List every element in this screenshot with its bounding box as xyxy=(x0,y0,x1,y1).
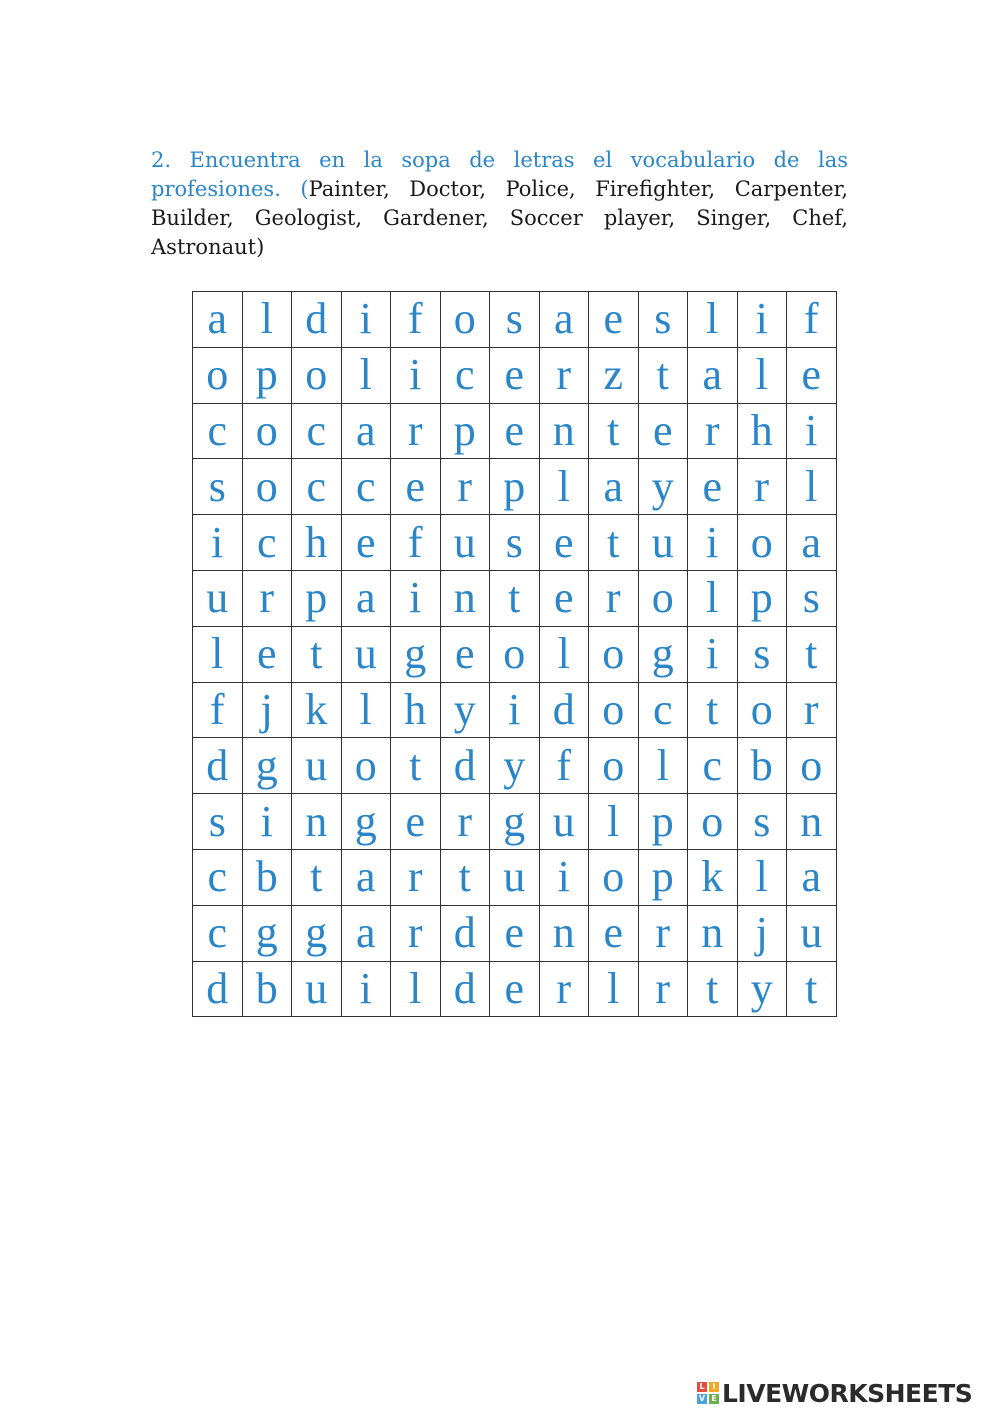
grid-cell: s xyxy=(638,292,688,348)
grid-row xyxy=(193,459,837,515)
grid-cell: t xyxy=(391,738,441,794)
grid-cell: a xyxy=(589,459,639,515)
grid-cell: l xyxy=(688,570,738,626)
grid-cell: h xyxy=(391,682,441,738)
grid-cell: u xyxy=(341,626,391,682)
grid-cell: e xyxy=(589,905,639,961)
grid-cell: f xyxy=(787,292,837,348)
grid-cell: o xyxy=(341,738,391,794)
grid-cell: t xyxy=(787,961,837,1017)
grid-cell: f xyxy=(391,515,441,571)
grid-cell: n xyxy=(539,403,589,459)
grid-cell: h xyxy=(292,515,342,571)
grid-cell: r xyxy=(539,347,589,403)
grid-cell: d xyxy=(539,682,589,738)
grid-cell: i xyxy=(391,570,441,626)
grid-cell: l xyxy=(539,626,589,682)
grid-cell: d xyxy=(440,961,490,1017)
grid-cell: f xyxy=(193,682,243,738)
vocabulary-list: Painter, Doctor, Police, Firefighter, Carpenter, Builder, Geologist, Gardener, Soccer player, Singer, Chef, Astronaut) xyxy=(151,177,849,259)
grid-cell: e xyxy=(341,515,391,571)
grid-cell: o xyxy=(737,515,787,571)
grid-cell: o xyxy=(440,292,490,348)
grid-cell: r xyxy=(440,794,490,850)
grid-cell: z xyxy=(589,347,639,403)
logo-mark-tile: L xyxy=(697,1382,707,1392)
grid-cell: g xyxy=(292,905,342,961)
grid-cell: i xyxy=(787,403,837,459)
grid-cell: o xyxy=(589,626,639,682)
grid-cell: d xyxy=(193,961,243,1017)
grid-cell: s xyxy=(193,459,243,515)
grid-cell: i xyxy=(341,292,391,348)
grid-cell: u xyxy=(193,570,243,626)
grid-cell: r xyxy=(440,459,490,515)
grid-cell: e xyxy=(242,626,292,682)
grid-cell: e xyxy=(589,292,639,348)
grid-cell: e xyxy=(490,961,540,1017)
grid-cell: e xyxy=(490,403,540,459)
grid-cell: t xyxy=(787,626,837,682)
grid-cell: r xyxy=(638,961,688,1017)
grid-cell: i xyxy=(688,626,738,682)
grid-cell: n xyxy=(440,570,490,626)
grid-cell: a xyxy=(341,905,391,961)
grid-cell: l xyxy=(737,849,787,905)
grid-cell: i xyxy=(193,515,243,571)
grid-cell: o xyxy=(737,682,787,738)
logo-text: LIVEWORKSHEETS xyxy=(722,1378,973,1408)
grid-cell: l xyxy=(539,459,589,515)
grid-cell: n xyxy=(688,905,738,961)
grid-cell: b xyxy=(737,738,787,794)
grid-cell: o xyxy=(292,347,342,403)
grid-cell: p xyxy=(737,570,787,626)
grid-cell: u xyxy=(292,961,342,1017)
grid-cell: e xyxy=(391,794,441,850)
grid-cell: a xyxy=(341,570,391,626)
word-search-body xyxy=(193,292,837,1017)
grid-cell: c xyxy=(193,849,243,905)
grid-cell: o xyxy=(589,849,639,905)
grid-cell: o xyxy=(638,570,688,626)
grid-cell: y xyxy=(440,682,490,738)
grid-cell: c xyxy=(193,403,243,459)
grid-cell: r xyxy=(391,849,441,905)
grid-cell: t xyxy=(688,961,738,1017)
grid-cell: t xyxy=(292,849,342,905)
grid-cell: o xyxy=(490,626,540,682)
grid-cell: i xyxy=(737,292,787,348)
grid-cell: r xyxy=(539,961,589,1017)
grid-cell: g xyxy=(341,794,391,850)
grid-cell: h xyxy=(737,403,787,459)
grid-cell: l xyxy=(787,459,837,515)
grid-row xyxy=(193,849,837,905)
grid-cell: i xyxy=(539,849,589,905)
grid-cell: e xyxy=(539,570,589,626)
grid-cell: l xyxy=(341,682,391,738)
grid-cell: s xyxy=(193,794,243,850)
grid-row xyxy=(193,738,837,794)
grid-cell: s xyxy=(490,515,540,571)
grid-cell: e xyxy=(688,459,738,515)
grid-cell: l xyxy=(341,347,391,403)
grid-cell: y xyxy=(638,459,688,515)
grid-cell: r xyxy=(688,403,738,459)
grid-cell: c xyxy=(341,459,391,515)
grid-cell: l xyxy=(391,961,441,1017)
grid-cell: o xyxy=(242,403,292,459)
grid-cell: p xyxy=(638,849,688,905)
grid-cell: p xyxy=(638,794,688,850)
grid-cell: y xyxy=(737,961,787,1017)
grid-cell: a xyxy=(539,292,589,348)
grid-cell: r xyxy=(787,682,837,738)
grid-cell: b xyxy=(242,961,292,1017)
grid-row xyxy=(193,905,837,961)
grid-cell: g xyxy=(242,738,292,794)
grid-cell: c xyxy=(193,905,243,961)
grid-cell: k xyxy=(688,849,738,905)
grid-cell: e xyxy=(391,459,441,515)
grid-cell: r xyxy=(737,459,787,515)
grid-cell: d xyxy=(440,738,490,794)
grid-cell: p xyxy=(440,403,490,459)
grid-cell: e xyxy=(490,905,540,961)
grid-cell: o xyxy=(242,459,292,515)
grid-cell: n xyxy=(787,794,837,850)
grid-cell: j xyxy=(242,682,292,738)
grid-cell: c xyxy=(688,738,738,794)
grid-cell: s xyxy=(490,292,540,348)
grid-cell: p xyxy=(292,570,342,626)
grid-cell: p xyxy=(490,459,540,515)
grid-cell: l xyxy=(589,961,639,1017)
grid-cell: p xyxy=(242,347,292,403)
liveworksheets-logo xyxy=(697,1377,972,1409)
logo-mark-icon xyxy=(697,1382,719,1404)
grid-cell: t xyxy=(589,515,639,571)
grid-row xyxy=(193,515,837,571)
grid-cell: e xyxy=(490,347,540,403)
grid-row xyxy=(193,794,837,850)
grid-cell: e xyxy=(787,347,837,403)
grid-cell: t xyxy=(688,682,738,738)
grid-cell: c xyxy=(292,459,342,515)
grid-cell: d xyxy=(292,292,342,348)
grid-cell: r xyxy=(391,905,441,961)
grid-cell: l xyxy=(737,347,787,403)
grid-cell: c xyxy=(242,515,292,571)
grid-row xyxy=(193,292,837,348)
grid-row xyxy=(193,403,837,459)
grid-cell: a xyxy=(193,292,243,348)
grid-cell: b xyxy=(242,849,292,905)
grid-row xyxy=(193,347,837,403)
grid-cell: k xyxy=(292,682,342,738)
grid-cell: s xyxy=(787,570,837,626)
grid-cell: o xyxy=(589,738,639,794)
grid-cell: s xyxy=(737,794,787,850)
grid-cell: a xyxy=(341,849,391,905)
grid-cell: l xyxy=(193,626,243,682)
grid-cell: c xyxy=(440,347,490,403)
grid-row xyxy=(193,570,837,626)
grid-cell: c xyxy=(638,682,688,738)
grid-cell: i xyxy=(391,347,441,403)
grid-cell: r xyxy=(391,403,441,459)
grid-cell: u xyxy=(292,738,342,794)
grid-cell: n xyxy=(539,905,589,961)
grid-cell: d xyxy=(440,905,490,961)
grid-cell: l xyxy=(638,738,688,794)
grid-cell: r xyxy=(638,905,688,961)
grid-cell: u xyxy=(539,794,589,850)
grid-cell: n xyxy=(292,794,342,850)
grid-cell: i xyxy=(490,682,540,738)
grid-cell: r xyxy=(242,570,292,626)
grid-cell: r xyxy=(589,570,639,626)
logo-mark-tile: V xyxy=(698,1394,706,1403)
grid-cell: l xyxy=(589,794,639,850)
grid-cell: o xyxy=(589,682,639,738)
grid-cell: d xyxy=(193,738,243,794)
grid-cell: e xyxy=(440,626,490,682)
grid-cell: y xyxy=(490,738,540,794)
logo-mark-tile: E xyxy=(709,1394,719,1404)
grid-cell: u xyxy=(638,515,688,571)
grid-cell: g xyxy=(391,626,441,682)
grid-cell: i xyxy=(688,515,738,571)
logo-mark-tile: I xyxy=(709,1382,719,1392)
word-search-grid xyxy=(192,291,837,1017)
grid-cell: o xyxy=(787,738,837,794)
grid-row xyxy=(193,961,837,1017)
grid-cell: g xyxy=(242,905,292,961)
grid-cell: i xyxy=(242,794,292,850)
grid-cell: e xyxy=(638,403,688,459)
grid-cell: o xyxy=(193,347,243,403)
grid-cell: u xyxy=(440,515,490,571)
grid-cell: a xyxy=(341,403,391,459)
grid-row xyxy=(193,626,837,682)
grid-cell: t xyxy=(292,626,342,682)
grid-cell: t xyxy=(638,347,688,403)
grid-cell: g xyxy=(490,794,540,850)
grid-cell: t xyxy=(440,849,490,905)
grid-cell: a xyxy=(688,347,738,403)
grid-cell: c xyxy=(292,403,342,459)
grid-cell: a xyxy=(787,515,837,571)
instruction-lead: 2. Encuentra en la sopa de letras el vocabulario de las profesiones. ( xyxy=(151,148,848,201)
grid-cell: t xyxy=(589,403,639,459)
grid-cell: u xyxy=(490,849,540,905)
grid-cell: s xyxy=(737,626,787,682)
grid-cell: g xyxy=(638,626,688,682)
grid-cell: o xyxy=(688,794,738,850)
grid-cell: j xyxy=(737,905,787,961)
grid-cell: l xyxy=(688,292,738,348)
grid-cell: f xyxy=(539,738,589,794)
grid-cell: u xyxy=(787,905,837,961)
grid-row xyxy=(193,682,837,738)
grid-cell: f xyxy=(391,292,441,348)
grid-cell: t xyxy=(490,570,540,626)
grid-cell: l xyxy=(242,292,292,348)
grid-cell: e xyxy=(539,515,589,571)
grid-cell: i xyxy=(341,961,391,1017)
instruction-text xyxy=(151,146,848,262)
grid-cell: a xyxy=(787,849,837,905)
